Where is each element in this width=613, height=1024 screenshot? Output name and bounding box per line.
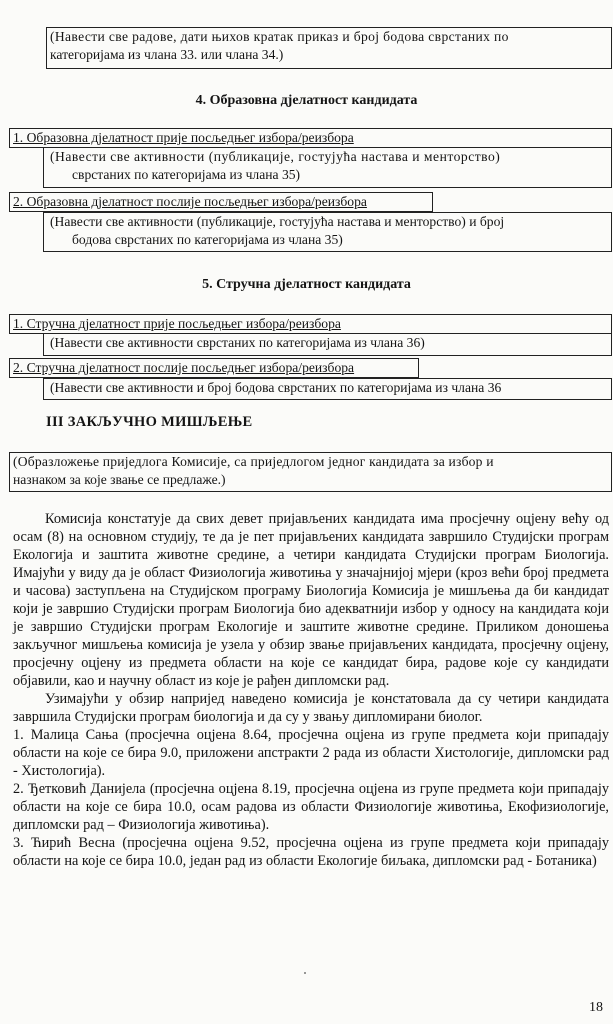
conclusion-title: III ЗАКЉУЧНО МИШЉЕЊЕ — [46, 414, 253, 430]
professional-after-desc — [43, 378, 612, 400]
instruction-line: (Навести све радове, дати њихов кратак приказ и број бодова сврстаних по — [50, 29, 509, 44]
row-label: 1. Образовна дјелатност прије посљедњег избора/реизбора — [13, 130, 354, 145]
instruction-box-works — [46, 27, 612, 69]
section-heading-professional: 5. Стручна дјелатност кандидата — [202, 277, 411, 292]
row-label: 1. Стручна дјелатност прије посљедњег избора/реизбора — [13, 316, 341, 331]
instruction-line: назнаком за које звање се предлаже.) — [13, 472, 226, 487]
educational-after-row — [9, 192, 433, 212]
instruction-line: категоријама из члана 33. или члана 34.) — [50, 47, 284, 62]
section-heading-educational: 4. Образовна дјелатност кандидата — [195, 93, 418, 108]
educational-before-desc — [43, 148, 612, 188]
instruction-line: (Образложење приједлога Комисије, са приједлогом једног кандидата за избор и — [13, 454, 494, 469]
conclusion-paragraph: Узимајући у обзир напријед наведено комисија је констатовала да су четири кандидата завршила Студијски програм биологија и да су у звању дипломирани биолог. — [13, 691, 609, 725]
desc-line: (Навести све активности (публикације, гостујућа настава и менторство) — [50, 149, 501, 164]
professional-before-desc — [43, 334, 612, 356]
conclusion-paragraph: Комисија констатује да свих девет пријављених кандидата има просјечну оцјену већу од осам (8) на основном студију, те да је пет пријављених кандидата завршило Студијски програм Екологија и заштита животне средине, а четири кандидата Студијски програм Биологија. Имајући у виду да је област Физиологија животиња у значајнијој мјери (кроз већи број предмета и часова) заступљена на Студијском програму Биологија Комисија је мишљења да би кандидат који је завршио Студијски програм Биологија био адекватнији избор у односу на кандидата који је завршио Студијски програм Екологије и заштите животне средине. Приликом доношења закључног мишљења комисија је узела у обзир звање пријављених кандидата, просјечну оцјену, просјечну оцјену из предмета области на које се кандидат бира, радове које су кандидати објавили, као и научну област из које је рађен дипломски рад. — [13, 511, 609, 689]
candidate-item: 1. Малица Сања (просјечна оцјена 8.64, просјечна оцјена из групе предмета који припадају области на које се бира 9.0, приложени апстракти 2 рада из области Хистологије, дипломски рад - Хистологија). — [13, 727, 609, 779]
desc-line: (Навести све активности и број бодова сврстаних по категоријама из члана 36 — [50, 380, 502, 395]
candidate-item: 3. Ћирић Весна (просјечна оцјена 9.52, просјечна оцјена из групе предмета који припадају области на које се бира 10.0, један рад из области Екологије биљака, дипломски рад - Ботаника) — [13, 835, 609, 869]
educational-before-row — [9, 128, 612, 148]
educational-after-desc — [43, 212, 612, 252]
desc-line: сврстаних по категоријама из члана 35) — [72, 167, 301, 182]
row-label: 2. Стручна дјелатност послије посљедњег избора/реизбора — [13, 360, 355, 375]
instruction-box-conclusion — [9, 452, 612, 492]
conclusion-body — [13, 510, 609, 870]
professional-before-row — [9, 314, 612, 334]
desc-line: бодова сврстаних по категоријама из члана 35) — [72, 232, 343, 247]
desc-line: (Навести све активности (публикације, гостујућа настава и менторство) и број — [50, 214, 505, 229]
page-number: 18 — [589, 1000, 603, 1015]
row-label: 2. Образовна дјелатност послије посљедњег избора/реизбора — [13, 194, 367, 209]
candidate-item: 2. Ђетковић Данијела (просјечна оцјена 8.19, просјечна оцјена из групе предмета који припадају области на које се бира 10.0, осам радова из области Физиологије животиња, Екофизиологије, дипломски рад – Физиологија животиња). — [13, 781, 609, 833]
professional-after-row — [9, 358, 419, 378]
desc-line: (Навести све активности сврстаних по категоријама из члана 36) — [50, 335, 425, 350]
scan-speck — [304, 972, 306, 974]
